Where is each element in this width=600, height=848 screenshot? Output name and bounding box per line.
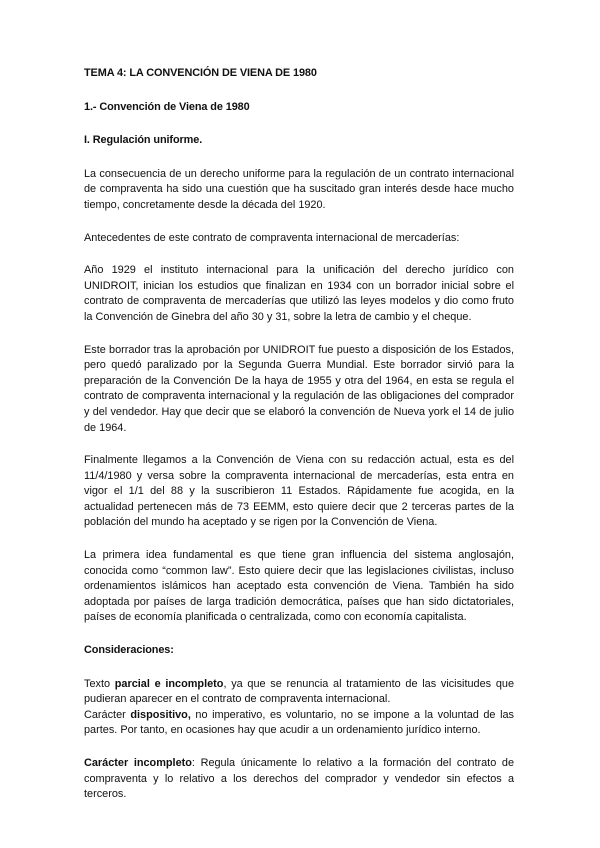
section-heading-regulacion: I. Regulación uniforme. xyxy=(84,134,203,147)
paragraph-derecho-uniforme: La consecuencia de un derecho uniforme para la regulación de un contrato internacional de compraventa ha sido una cuestión que ha suscitado gran interés desde hace mucho tiempo, concretamente desde la década del 1920. xyxy=(84,167,514,211)
incompleto-bold: Carácter incompleto xyxy=(84,757,192,769)
section-heading-1: 1.- Convención de Viena de 1980 xyxy=(84,100,250,113)
dispositivo-post: no imperativo, es voluntario, no se impone a la voluntad de las partes. Por tanto, en ocasiones hay que acudir a un ordenamiento jurídico interno. xyxy=(84,708,514,737)
dispositivo-bold: dispositivo, xyxy=(130,708,191,721)
incompleto-post: : Regula únicamente lo relativo a la formación del contrato de compraventa y lo relativo a los derechos del comprador y vendedor sin efectos a terceros. xyxy=(84,757,515,801)
paragraph-borrador: Este borrador tras la aprobación por UNIDROIT fue puesto a disposición de los Estados, pero quedó paralizado por la Segunda Guerra Mundial. Este borrador sirvió para la preparación de la Convención De la haya de 1955 y otra del 1964, en esta se regula el contrato de compraventa internacional y la regulación de las obligaciones del comprador y del vendedor. Hay que decir que se elaboró la convención de Nueva york el 14 de julio de 1964. xyxy=(84,343,514,434)
paragraph-1929: Año 1929 el instituto internacional para la unificación del derecho jurídico con UNIDROIT, inician los estudios que finalizan en 1934 con un borrador inicial sobre el contrato de compraventa de mercaderías que utilizó las leyes modelos y dio como fruto la Convención de Ginebra del año 30 y 31, sobre la letra de cambio y el cheque. xyxy=(84,264,514,323)
paragraph-convencion-viena: Finalmente llegamos a la Convención de Viena con su redacción actual, esta es del 11/4/1980 y versa sobre la compraventa internacional de mercaderías, esta entra en vigor el 1/1 del 88 y la suscribieron 11 Estados. Rápidamente fue acogida, en la actualidad pertenecen más de 73 EEMM, esto quiere decir que 2 terceras partes de la población del mundo ha aceptado y se rigen por la Convención de Viena. xyxy=(84,454,514,529)
paragraph-caracter-dispositivo xyxy=(84,708,514,739)
paragraph-antecedentes: Antecedentes de este contrato de compraventa internacional de mercaderías: xyxy=(84,231,460,244)
texto-pre: Texto xyxy=(84,677,115,690)
dispositivo-pre: Carácter xyxy=(84,708,131,721)
document-title: TEMA 4: LA CONVENCIÓN DE VIENA DE 1980 xyxy=(84,67,317,79)
document-page xyxy=(84,66,514,820)
considerations-heading: Consideraciones: xyxy=(84,644,174,657)
paragraph-caracter-incompleto xyxy=(84,756,514,803)
texto-post: , ya que se renuncia al tratamiento de las vicisitudes que pudieran aparecer en el contrato de compraventa internacional. xyxy=(84,677,514,706)
paragraph-texto-parcial xyxy=(84,677,514,708)
paragraph-primera-idea: La primera idea fundamental es que tiene gran influencia del sistema anglosajón, conocida como “common law”. Esto quiere decir que las legislaciones civilistas, incluso ordenamientos islámicos han aceptado esta convención de Viena. También ha sido adoptada por países de larga tradición democrática, países que han sido dictatoriales, países de economía planificada o centralizada, como con economía capitalista. xyxy=(84,549,514,624)
texto-bold: parcial e incompleto xyxy=(114,677,224,690)
